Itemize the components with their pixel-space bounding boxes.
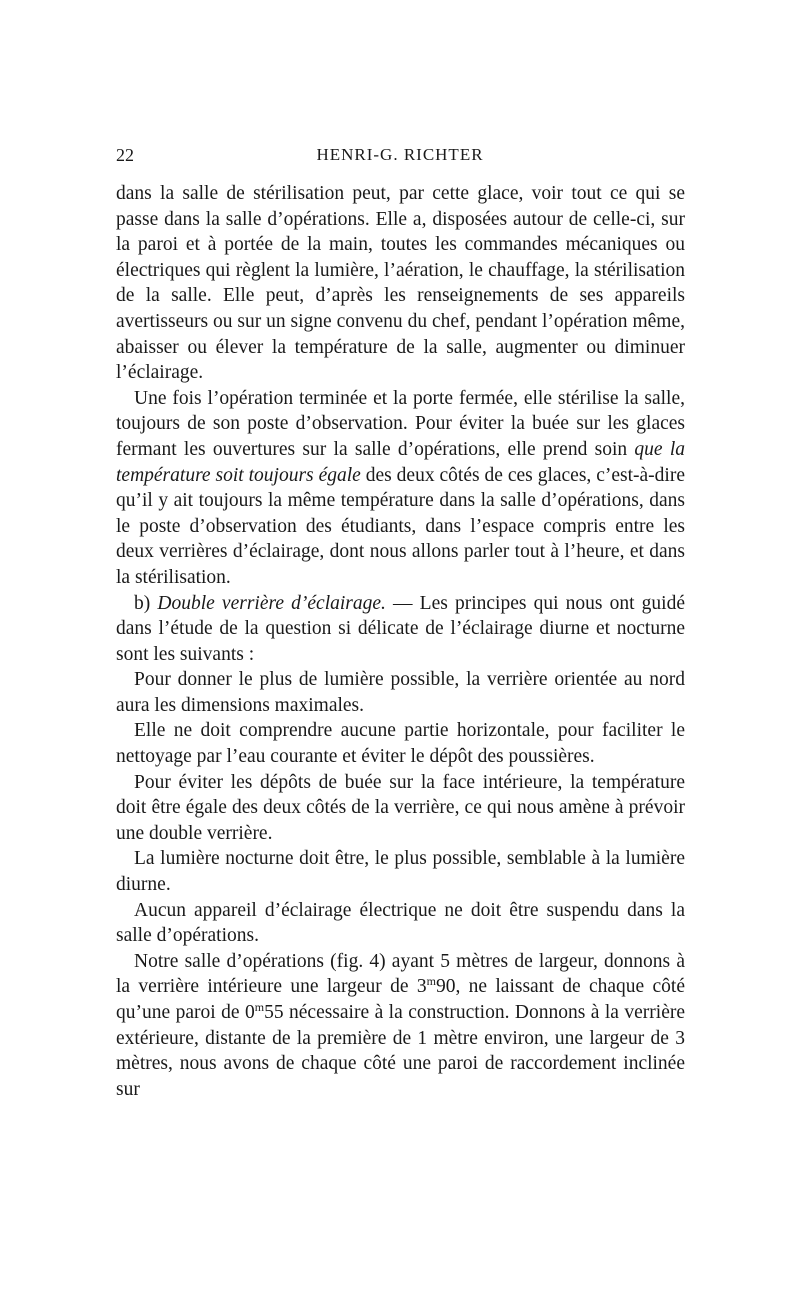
section-heading: Double verrière d’éclairage. — [157, 592, 386, 614]
paragraph: Pour donner le plus de lumière possible, la verrière orientée au nord aura les dimensions maximales. — [116, 669, 685, 716]
paragraph-text: b) — [134, 592, 158, 614]
emphasis-text: que la température soit toujours égale — [116, 438, 685, 486]
paragraph: La lumière nocturne doit être, le plus possible, semblable à la lumière diurne. — [116, 848, 685, 896]
paragraph — [116, 949, 685, 1103]
paragraph: dans la salle de stérilisation peut, par cette glace, voir tout ce qui se passe dans la salle d’opérations. Elle a, disposées autour de celle-ci, sur la paroi et à portée de la main, toutes les commandes mécaniques ou électriques qui règlent la lumière, l’aération, le chauffage, la stérilisation de la salle. Elle peut, d’après les renseignements de ses appareils avertisseurs ou sur un signe convenu du chef, pendant l’opération même, abaisser ou élever la température de la salle, augmenter ou diminuer l’éclairage. — [116, 183, 685, 384]
running-title: HENRI-G. RICHTER — [316, 145, 484, 164]
paragraph: Elle ne doit comprendre aucune partie horizontale, pour faciliter le nettoyage par l’eau courante et éviter le dépôt des poussières. — [116, 720, 685, 768]
paragraph-text: — Les principes qui nous ont guidé dans l’étude de la question si délicate de l’éclairage diurne et nocturne sont les suivants : — [116, 592, 685, 665]
paragraph: Pour éviter les dépôts de buée sur la face intérieure, la température doit être égale des deux côtés de la verrière, ce qui nous amène à prévoir une double verrière. — [116, 771, 685, 844]
paragraph-text: 90, ne laissant de chaque côté qu’une paroi de 0 — [116, 976, 685, 1023]
unit-superscript: m — [426, 974, 436, 989]
body-text — [116, 181, 685, 1102]
paragraph-text: Notre salle d’opérations (fig. 4) ayant 5 mètres de largeur, donnons à la verrière intérieure une largeur de 3 — [116, 950, 685, 998]
paragraph-text: Une fois l’opération terminée et la porte fermée, elle stérilise la salle, toujours de son poste d’observation. Pour éviter la buée sur les glaces fermant les ouvertures sur la salle d’opérations, elle prend soin — [116, 387, 685, 460]
paragraph: Aucun appareil d’éclairage électrique ne doit être suspendu dans la salle d’opérations. — [116, 899, 685, 947]
paragraph-text: 55 nécessaire à la construction. Donnons à la verrière extérieure, distante de la première de 1 mètre environ, une largeur de 3 mètres, nous avons de chaque côté une paroi de raccordement inclinée sur — [116, 1002, 686, 1100]
paragraph — [116, 591, 685, 668]
unit-superscript: m — [254, 1000, 265, 1014]
paragraph — [116, 386, 685, 591]
paragraph-text: des deux côtés de ces glaces, c’est-à-dire qu’il y ait toujours la même température dans la salle d’opérations, dans le poste d’observation des étudiants, dans l’espace compris entre les deux verrières d’éclairage, dont nous allons parler tout à l’heure, et dans la stérilisation. — [116, 464, 685, 588]
page-number: 22 — [116, 145, 134, 165]
